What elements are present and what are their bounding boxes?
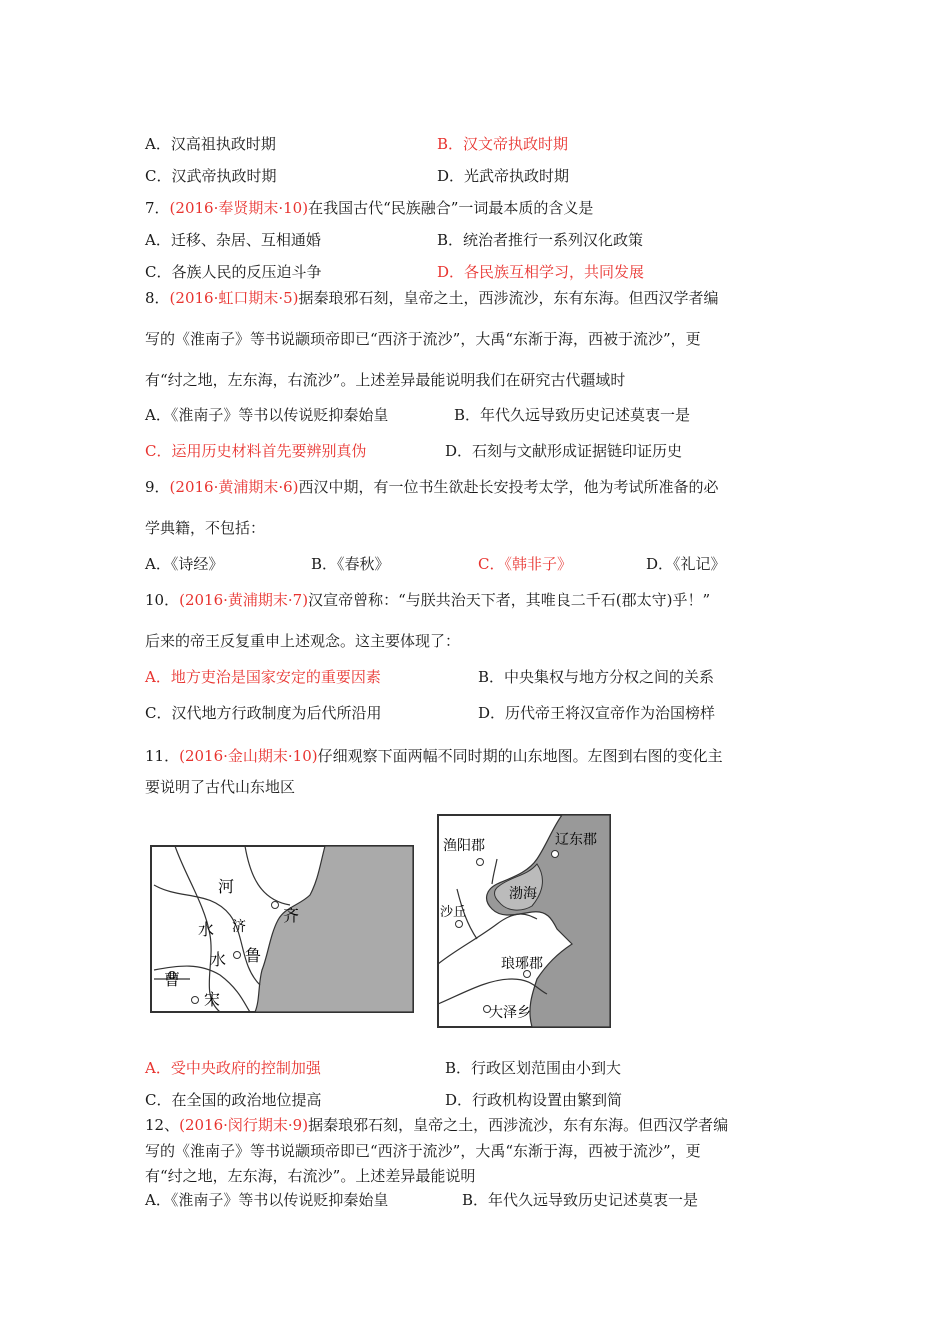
q7-option-a: A．迁移、杂居、互相通婚 [145, 231, 321, 249]
q6-option-c: C．汉武帝执政时期 [145, 167, 277, 185]
map-right-city-liaodong [552, 851, 559, 858]
q8-source: (2016·虹口期末·5) [169, 289, 299, 307]
q9-option-d: D．《礼记》 [646, 555, 726, 573]
q9-source: (2016·黄浦期末·6) [169, 478, 299, 496]
q7-option-b: B．统治者推行一系列汉化政策 [437, 231, 644, 249]
q10-stem-line-1 [145, 590, 710, 610]
q9-text-1: 西汉中期，有一位书生欲赴长安投考太学，他为考试所准备的必 [298, 478, 719, 496]
map-left-label: 曹 [164, 970, 181, 989]
q11-stem-line-1 [145, 746, 723, 766]
q11-option-c: C．在全国的政治地位提高 [145, 1091, 322, 1109]
map-left-label: 宋 [204, 990, 221, 1009]
map-right-city-yuyang [477, 859, 484, 866]
map-left [150, 845, 414, 1013]
q12-stem-line-2: 写的《淮南子》等书说颛顼帝即已“西济于流沙”，大禹“东渐于海，西被于流沙”，更 [145, 1142, 701, 1160]
q6-option-b: B．汉文帝执政时期 [437, 135, 569, 153]
q7-source: (2016·奉贤期末·10) [169, 199, 309, 217]
q10-stem-line-2: 后来的帝王反复重申上述观念。这主要体现了： [145, 632, 461, 650]
q12-option-a: A．《淮南子》等书以传说贬抑秦始皇 [145, 1191, 389, 1209]
q11-option-b: B．行政区划范围由小到大 [445, 1059, 622, 1077]
q9-stem-line-2: 学典籍，不包括： [145, 519, 266, 537]
map-left-city-lu [234, 952, 241, 959]
q11-source: (2016·金山期末·10) [179, 747, 318, 765]
q7-option-d: D．各民族互相学习，共同发展 [437, 263, 645, 281]
q11-option-a: A．受中央政府的控制加强 [145, 1059, 321, 1077]
q9-option-c: C．《韩非子》 [478, 555, 572, 573]
q9-stem-line-1 [145, 477, 719, 497]
q7-option-c: C．各族人民的反压迫斗争 [145, 263, 322, 281]
q12-option-b: B．年代久远导致历史记述莫衷一是 [462, 1191, 699, 1209]
q8-number: 8． [145, 289, 170, 307]
q11-number: 11． [145, 747, 180, 765]
map-left-city-qi [272, 902, 279, 909]
q10-option-d: D．历代帝王将汉宣帝作为治国榜样 [478, 704, 716, 722]
map-left-city-song [192, 997, 199, 1004]
q9-option-a: A．《诗经》 [145, 555, 224, 573]
map-left-label: 济 [232, 919, 246, 935]
q6-option-d: D．光武帝执政时期 [437, 167, 570, 185]
q8-stem-line-2: 写的《淮南子》等书说颛顼帝即已“西济于流沙”，大禹“东渐于海，西被于流沙”，更 [145, 330, 701, 348]
map-right-label: 渤海 [509, 886, 537, 902]
q11-text-1: 仔细观察下面两幅不同时期的山东地图。左图到右图的变化主 [317, 747, 723, 765]
q10-text-1: 汉宣帝曾称：“与朕共治天下者，其唯良二千石(郡太守)乎！” [308, 591, 711, 609]
q8-stem-line-1 [145, 288, 719, 308]
q7-stem [145, 198, 593, 218]
map-left-label: 齐 [283, 906, 300, 925]
q8-option-b: B．年代久远导致历史记述莫衷一是 [454, 406, 691, 424]
map-right-label: 渔阳郡 [443, 838, 485, 854]
q7-text: 在我国古代“民族融合”一词最本质的含义是 [308, 199, 594, 217]
q9-option-b: B．《春秋》 [311, 555, 390, 573]
map-right-label: 沙丘 [440, 905, 467, 920]
q8-option-c: C．运用历史材料首先要辨别真伪 [145, 442, 367, 460]
q12-number: 12、 [145, 1116, 180, 1134]
map-right-label: 琅琊郡 [501, 956, 543, 972]
q12-stem-line-3: 有“纣之地，左东海，右流沙”。上述差异最能说明 [145, 1167, 476, 1185]
map-right-city-shaqiu [456, 921, 463, 928]
map-right [437, 814, 611, 1028]
q9-number: 9． [145, 478, 170, 496]
map-right-label: 辽东郡 [555, 832, 597, 848]
q11-option-d: D．行政机构设置由繁到简 [445, 1091, 623, 1109]
q12-stem-line-1 [145, 1115, 728, 1135]
map-right-label: 大泽乡 [489, 1005, 531, 1021]
q8-text-1: 据秦琅邪石刻，皇帝之土，西涉流沙，东有东海。但西汉学者编 [298, 289, 719, 307]
q8-stem-line-3: 有“纣之地，左东海，右流沙”。上述差异最能说明我们在研究古代疆域时 [145, 371, 626, 389]
q11-stem-line-2: 要说明了古代山东地区 [145, 778, 296, 796]
q10-number: 10． [145, 591, 180, 609]
q8-option-d: D．石刻与文献形成证据链印证历史 [445, 442, 683, 460]
q8-option-a: A．《淮南子》等书以传说贬抑秦始皇 [145, 406, 389, 424]
map-left-label: 河 [218, 877, 235, 896]
map-left-label: 鲁 [245, 946, 262, 965]
q7-number: 7． [145, 199, 170, 217]
q12-text-1: 据秦琅邪石刻，皇帝之土，西涉流沙，东有东海。但西汉学者编 [308, 1116, 729, 1134]
q12-source: (2016·闵行期末·9) [179, 1116, 309, 1134]
map-left-label: 水 [210, 950, 227, 969]
q10-option-b: B．中央集权与地方分权之间的关系 [478, 668, 715, 686]
map-left-label: 水 [198, 920, 215, 939]
q10-option-c: C．汉代地方行政制度为后代所沿用 [145, 704, 382, 722]
q6-option-a: A．汉高祖执政时期 [145, 135, 276, 153]
q10-source: (2016·黄浦期末·7) [179, 591, 309, 609]
q10-option-a: A．地方吏治是国家安定的重要因素 [145, 668, 381, 686]
